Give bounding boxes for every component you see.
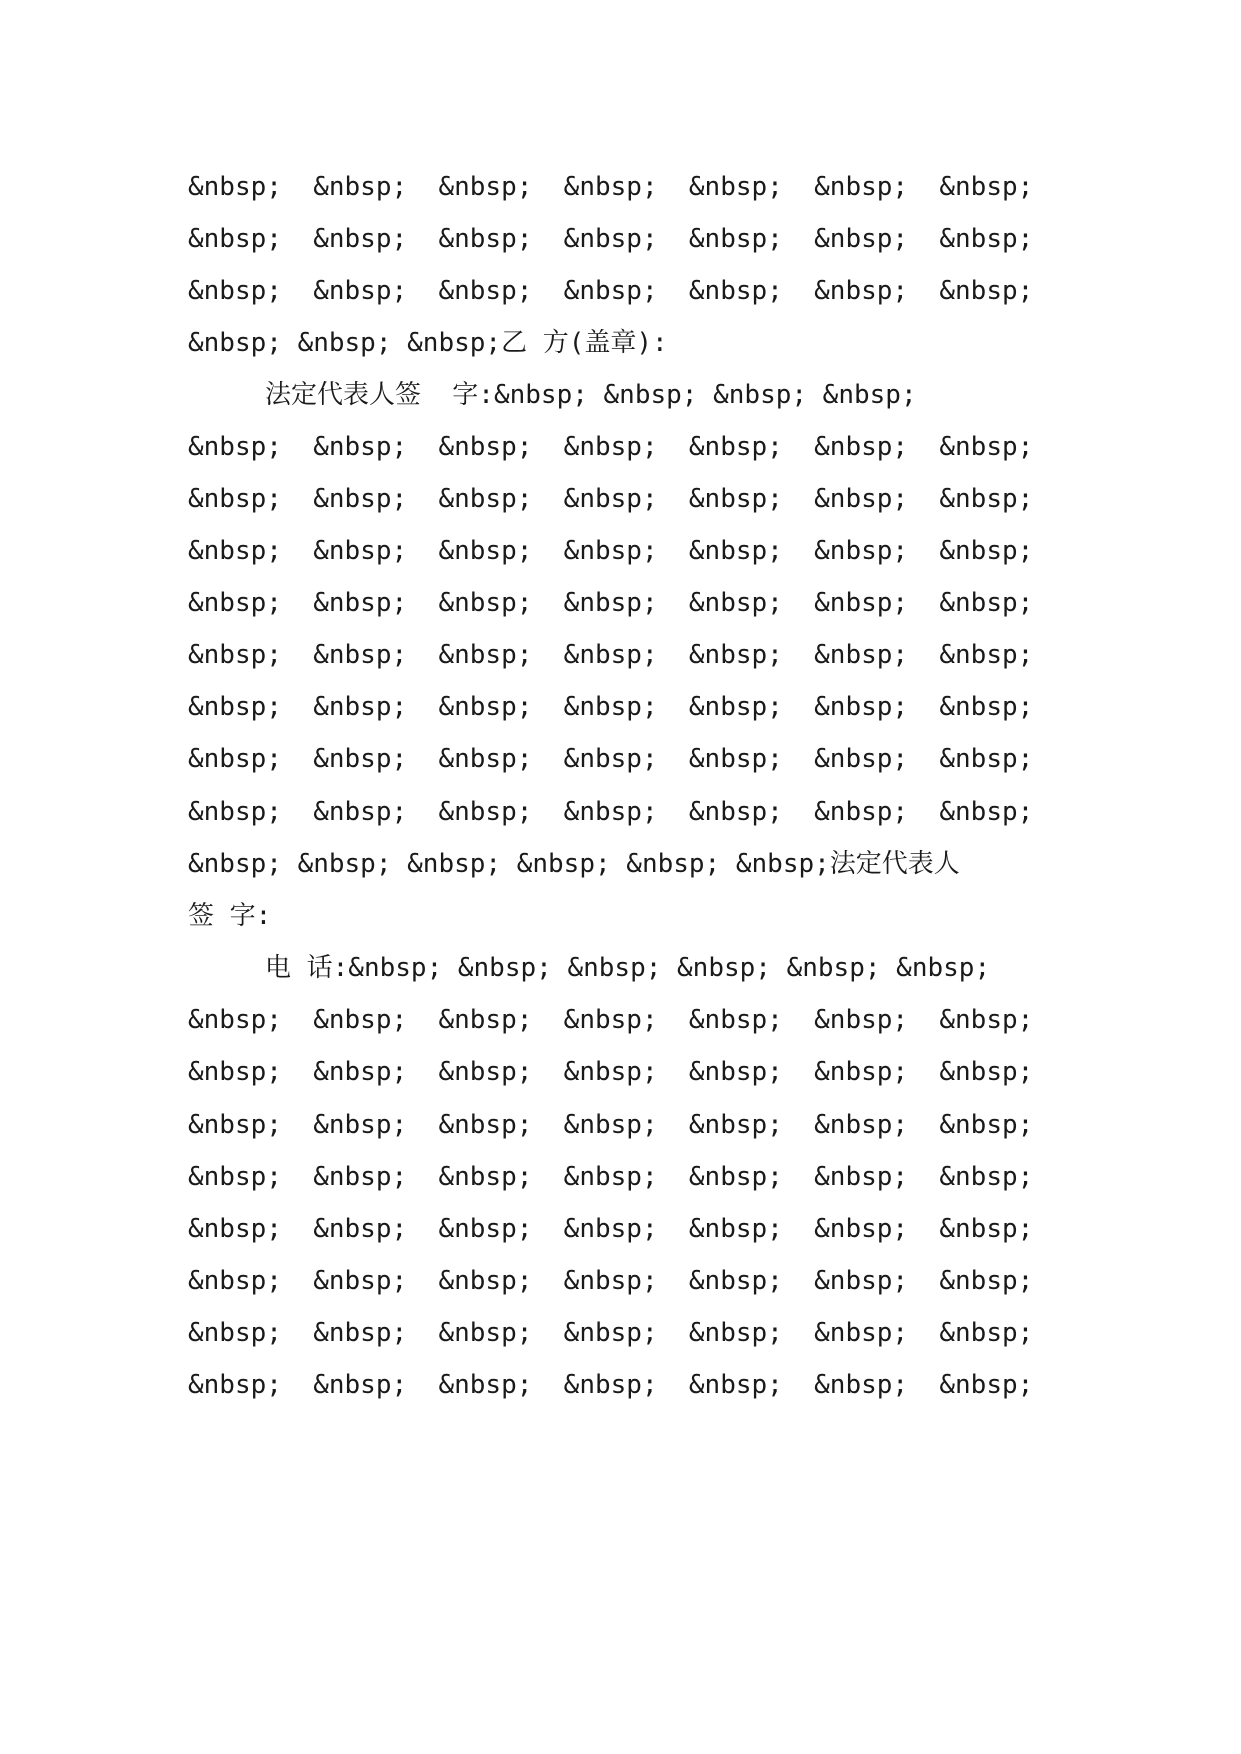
legal-rep-line: &nbsp; &nbsp; &nbsp; &nbsp; &nbsp; &nbsp;法定代表人 xyxy=(188,849,960,879)
party-b-seal-line: &nbsp; &nbsp; &nbsp;乙 方(盖章): xyxy=(188,328,668,358)
document-line: &nbsp; &nbsp; &nbsp; &nbsp; &nbsp; &nbsp; &nbsp; xyxy=(188,1110,1034,1140)
document-line: &nbsp; &nbsp; &nbsp; &nbsp; &nbsp; &nbsp; &nbsp; xyxy=(188,588,1034,618)
document-line: &nbsp; &nbsp; &nbsp; &nbsp; &nbsp; &nbsp; &nbsp; xyxy=(188,484,1034,514)
document-line: &nbsp; &nbsp; &nbsp; &nbsp; &nbsp; &nbsp; &nbsp; xyxy=(188,1318,1034,1348)
document-line: &nbsp; &nbsp; &nbsp; &nbsp; &nbsp; &nbsp; &nbsp; xyxy=(188,797,1034,827)
document-line: &nbsp; &nbsp; &nbsp; &nbsp; &nbsp; &nbsp; &nbsp; xyxy=(188,692,1034,722)
document-line: &nbsp; &nbsp; &nbsp; &nbsp; &nbsp; &nbsp; &nbsp; xyxy=(188,172,1034,202)
legal-rep-signature-line: 法定代表人签 字:&nbsp; &nbsp; &nbsp; &nbsp; xyxy=(265,380,917,410)
document-line: &nbsp; &nbsp; &nbsp; &nbsp; &nbsp; &nbsp; &nbsp; xyxy=(188,536,1034,566)
phone-line: 电 话:&nbsp; &nbsp; &nbsp; &nbsp; &nbsp; &nbsp; xyxy=(265,953,991,983)
signature-label-line: 签 字: xyxy=(188,901,272,931)
document-line: &nbsp; &nbsp; &nbsp; &nbsp; &nbsp; &nbsp; &nbsp; xyxy=(188,1370,1034,1400)
document-line: &nbsp; &nbsp; &nbsp; &nbsp; &nbsp; &nbsp; &nbsp; xyxy=(188,276,1034,306)
document-line: &nbsp; &nbsp; &nbsp; &nbsp; &nbsp; &nbsp; &nbsp; xyxy=(188,1057,1034,1087)
document-line: &nbsp; &nbsp; &nbsp; &nbsp; &nbsp; &nbsp; &nbsp; xyxy=(188,1266,1034,1296)
document-line: &nbsp; &nbsp; &nbsp; &nbsp; &nbsp; &nbsp; &nbsp; xyxy=(188,640,1034,670)
document-line: &nbsp; &nbsp; &nbsp; &nbsp; &nbsp; &nbsp; &nbsp; xyxy=(188,1214,1034,1244)
document-line: &nbsp; &nbsp; &nbsp; &nbsp; &nbsp; &nbsp; &nbsp; xyxy=(188,1005,1034,1035)
document-line: &nbsp; &nbsp; &nbsp; &nbsp; &nbsp; &nbsp; &nbsp; xyxy=(188,744,1034,774)
document-line: &nbsp; &nbsp; &nbsp; &nbsp; &nbsp; &nbsp; &nbsp; xyxy=(188,1162,1034,1192)
document-line: &nbsp; &nbsp; &nbsp; &nbsp; &nbsp; &nbsp; &nbsp; xyxy=(188,224,1034,254)
document-line: &nbsp; &nbsp; &nbsp; &nbsp; &nbsp; &nbsp; &nbsp; xyxy=(188,432,1034,462)
